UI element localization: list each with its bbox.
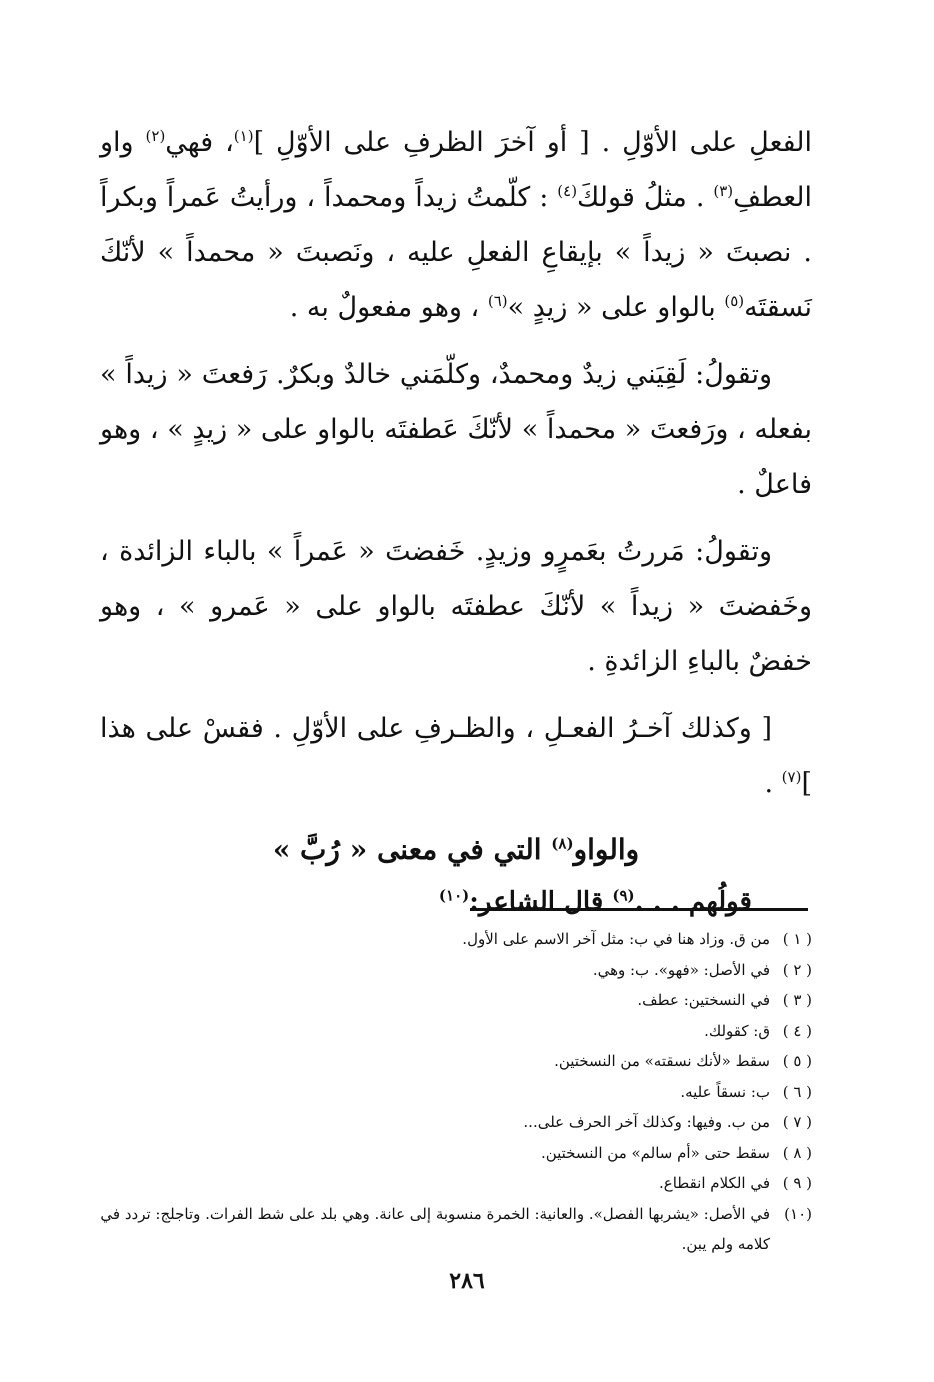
footnote-reference: (٧): [781, 768, 802, 786]
footnote-text: في الكلام انقطاع.: [659, 1174, 770, 1192]
footnote-item: [100, 1138, 812, 1169]
footnote-number: ( ٩ ): [782, 1174, 812, 1192]
text-run: : كلّمتُ زيداً ومحمداً ، ورأيتُ عَمراً وبكراً . نصبتَ « زيداً » بإيقاعِ الفعلِ عليه ، ونَصبتَ « محمداً » لأنّكَ نَسقتَه: [100, 182, 812, 323]
page-number: ٢٨٦: [449, 1268, 485, 1294]
text-run: التي في معنى « رُبَّ »: [272, 833, 552, 866]
footnote-item: [100, 924, 812, 955]
text-run: بالواو على « زيدٍ »: [507, 292, 725, 323]
footnote-item: [100, 1077, 812, 1108]
footnote-number: ( ١ ): [782, 930, 812, 948]
text-run: واو العطفِ: [100, 127, 812, 213]
text-run: وتقولُ: لَقِيَني زيدٌ ومحمدٌ، وكلّمَني خالدٌ وبكرٌ. رَفعتَ « زيداً » بفعله ، ورَفعتَ « محمداً » لأنّكَ عَطفتَه بالواو على « زيدٍ » ، وهو فاعلٌ .: [100, 359, 812, 500]
footnote-item: [100, 1199, 812, 1260]
footnote-item: [100, 1168, 812, 1199]
footnote-reference: (٤): [557, 182, 578, 200]
text-run: الفعلِ على الأوّلِ . [ أو آخرَ الظرفِ على الأوّلِ ]: [253, 127, 812, 158]
footnote-text: ق: كقولك.: [704, 1021, 770, 1040]
footnote-number: ( ٦ ): [782, 1082, 812, 1101]
footnote-separator-rule: [470, 908, 808, 911]
body-paragraph: [100, 115, 812, 335]
footnote-item: [100, 1107, 812, 1138]
section-subheading: [100, 877, 812, 927]
footnotes-list: [100, 924, 812, 1260]
footnote-text: في النسختين: عطف.: [637, 991, 770, 1009]
text-run: .: [764, 768, 782, 799]
text-run: ، وهو مفعولٌ به .: [289, 292, 488, 323]
text-run: [ وكذلك آخـرُ الفعـلِ ، والظـرفِ على الأوّلِ . فقسْ على هذا ]: [100, 713, 812, 799]
footnote-text: ب: نسقاً عليه.: [680, 1082, 770, 1101]
footnote-reference: (٣): [713, 182, 734, 200]
footnote-text: سقط «لأنك نسقته» من النسختين.: [554, 1052, 770, 1070]
footnote-number: (١٠): [784, 1204, 812, 1223]
text-run: وتقولُ: مَررتُ بعَمرٍو وزيدٍ. خَفضتَ « عَمراً » بالباء الزائدة ، وخَفضتَ « زيداً » لأنّكَ عطفتَه بالواو على « عَمرو » ، وهو خفضٌ بالباءِ الزائدةِ .: [100, 536, 812, 677]
main-text: [100, 115, 812, 927]
footnote-item: [100, 955, 812, 986]
footnote-reference: (٥): [724, 292, 745, 310]
text-run: والواو: [573, 833, 640, 866]
footnote-number: ( ٤ ): [782, 1021, 812, 1040]
footnote-reference: (١): [233, 127, 254, 145]
footnote-item: [100, 1016, 812, 1047]
footnote-text: سقط حتى «أم سالم» من النسختين.: [540, 1143, 770, 1162]
footnote-number: ( ٨ ): [782, 1143, 812, 1162]
footnote-reference: (٢): [145, 127, 166, 145]
footnote-reference: (٨): [551, 834, 574, 853]
footnote-text: من ق. وزاد هنا في ب: مثل آخر الاسم على الأول.: [462, 930, 770, 948]
footnote-number: ( ٥ ): [782, 1052, 812, 1070]
section-heading: [100, 823, 812, 877]
text-run: قال الشاعر:: [469, 887, 613, 917]
text-run: . مثلُ قولكَ: [577, 182, 714, 213]
text-run: ، فهي: [165, 127, 234, 158]
footnote-reference: (١٠): [438, 886, 470, 905]
footnote-number: ( ٣ ): [782, 991, 812, 1009]
footnote-item: [100, 1046, 812, 1077]
footnote-number: ( ٧ ): [782, 1113, 812, 1131]
body-paragraph: [100, 347, 812, 512]
body-paragraph: [100, 524, 812, 689]
footnote-reference: (٦): [487, 292, 508, 310]
body-paragraph: [100, 701, 812, 811]
footnote-number: ( ٢ ): [782, 960, 812, 979]
footnote-text: في الأصل: «يشربها الفصل». والعانية: الخمرة منسوبة إلى عانة. وهي بلد على شط الفرات. وتاجلج: تردد في كلامه ولم يبن.: [100, 1204, 770, 1253]
paragraphs-container: [100, 115, 812, 811]
footnote-text: من ب. وفيها: وكذلك آخر الحرف على...: [523, 1113, 770, 1131]
footnote-item: [100, 985, 812, 1016]
footnote-text: في الأصل: «فهو». ب: وهي.: [592, 960, 770, 979]
footnote-reference: (٩): [612, 886, 635, 905]
text-run: قولُهم . . .: [634, 887, 752, 917]
